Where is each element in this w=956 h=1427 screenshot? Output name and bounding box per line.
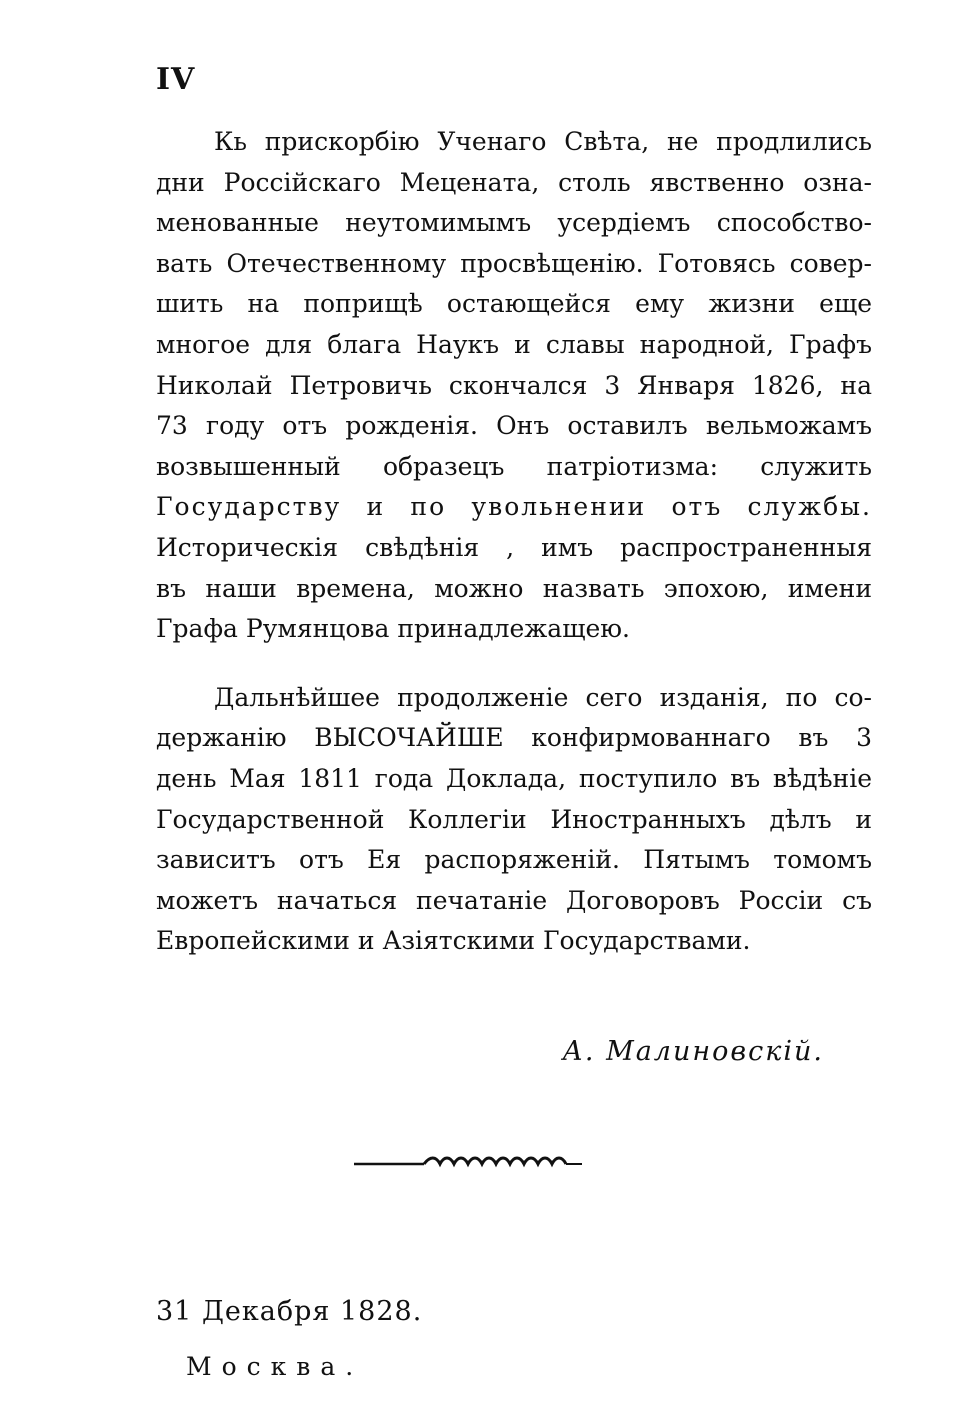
date-line: 31 Декабря 1828. xyxy=(156,1296,423,1327)
text-line: возвышенный образецъ патріотизма: служить xyxy=(156,451,872,481)
text-line: въ наши времена, можно назвать эпохою, имени xyxy=(156,573,872,603)
text-line: зависитъ отъ Ея распоряженій. Пятымъ томомъ xyxy=(156,845,872,875)
page-number: IV xyxy=(156,62,196,97)
body-text xyxy=(156,122,872,962)
text-line: вать Отечественному просвѣщенію. Готовясь совер- xyxy=(156,248,872,278)
place-line: Москва. xyxy=(186,1352,364,1381)
text-line: Государственной Коллегіи Иностранныхъ дѣлъ и xyxy=(156,804,872,834)
signature: А. Малиновскій. xyxy=(562,1036,824,1067)
text-line: Государству и по увольнении отъ службы. xyxy=(156,492,872,522)
paragraph-2 xyxy=(156,678,872,962)
text-line: многое для блага Наукъ и славы народной, Графъ xyxy=(156,329,872,359)
text-line: Европейскими и Азіятскими Государствами. xyxy=(156,926,751,956)
text-line: можетъ начаться печатаніе Договоровъ Россіи съ xyxy=(156,885,872,915)
text-line: Историческія свѣдѣнія , имъ распространенныя xyxy=(156,532,872,562)
text-line: Дальнѣйшее продолженіе сего изданія, по со- xyxy=(214,682,872,712)
ornament-rule xyxy=(354,1152,582,1176)
text-line: дни Россійскаго Мецената, столь явственно озна- xyxy=(156,167,872,197)
text-line: день Мая 1811 года Доклада, поступило въ вѣдѣніе xyxy=(156,763,872,793)
text-line: держанію ВЫСОЧАЙШЕ конфирмованнаго въ 3 xyxy=(156,723,872,753)
text-line: шить на поприщѣ остающейся ему жизни еще xyxy=(156,289,872,319)
paragraph-1 xyxy=(156,122,872,650)
text-line: Графа Румянцова принадлежащею. xyxy=(156,614,630,644)
text-line: менованные неутомимымъ усердіемъ способство- xyxy=(156,208,872,238)
text-line: Кь прискорбію Ученаго Свѣта, не продлились xyxy=(214,127,872,156)
text-line: 73 году отъ рожденія. Онъ оставилъ вельможамъ xyxy=(156,411,872,441)
text-line: Николай Петровичь скончался 3 Января 1826, на xyxy=(156,370,872,400)
